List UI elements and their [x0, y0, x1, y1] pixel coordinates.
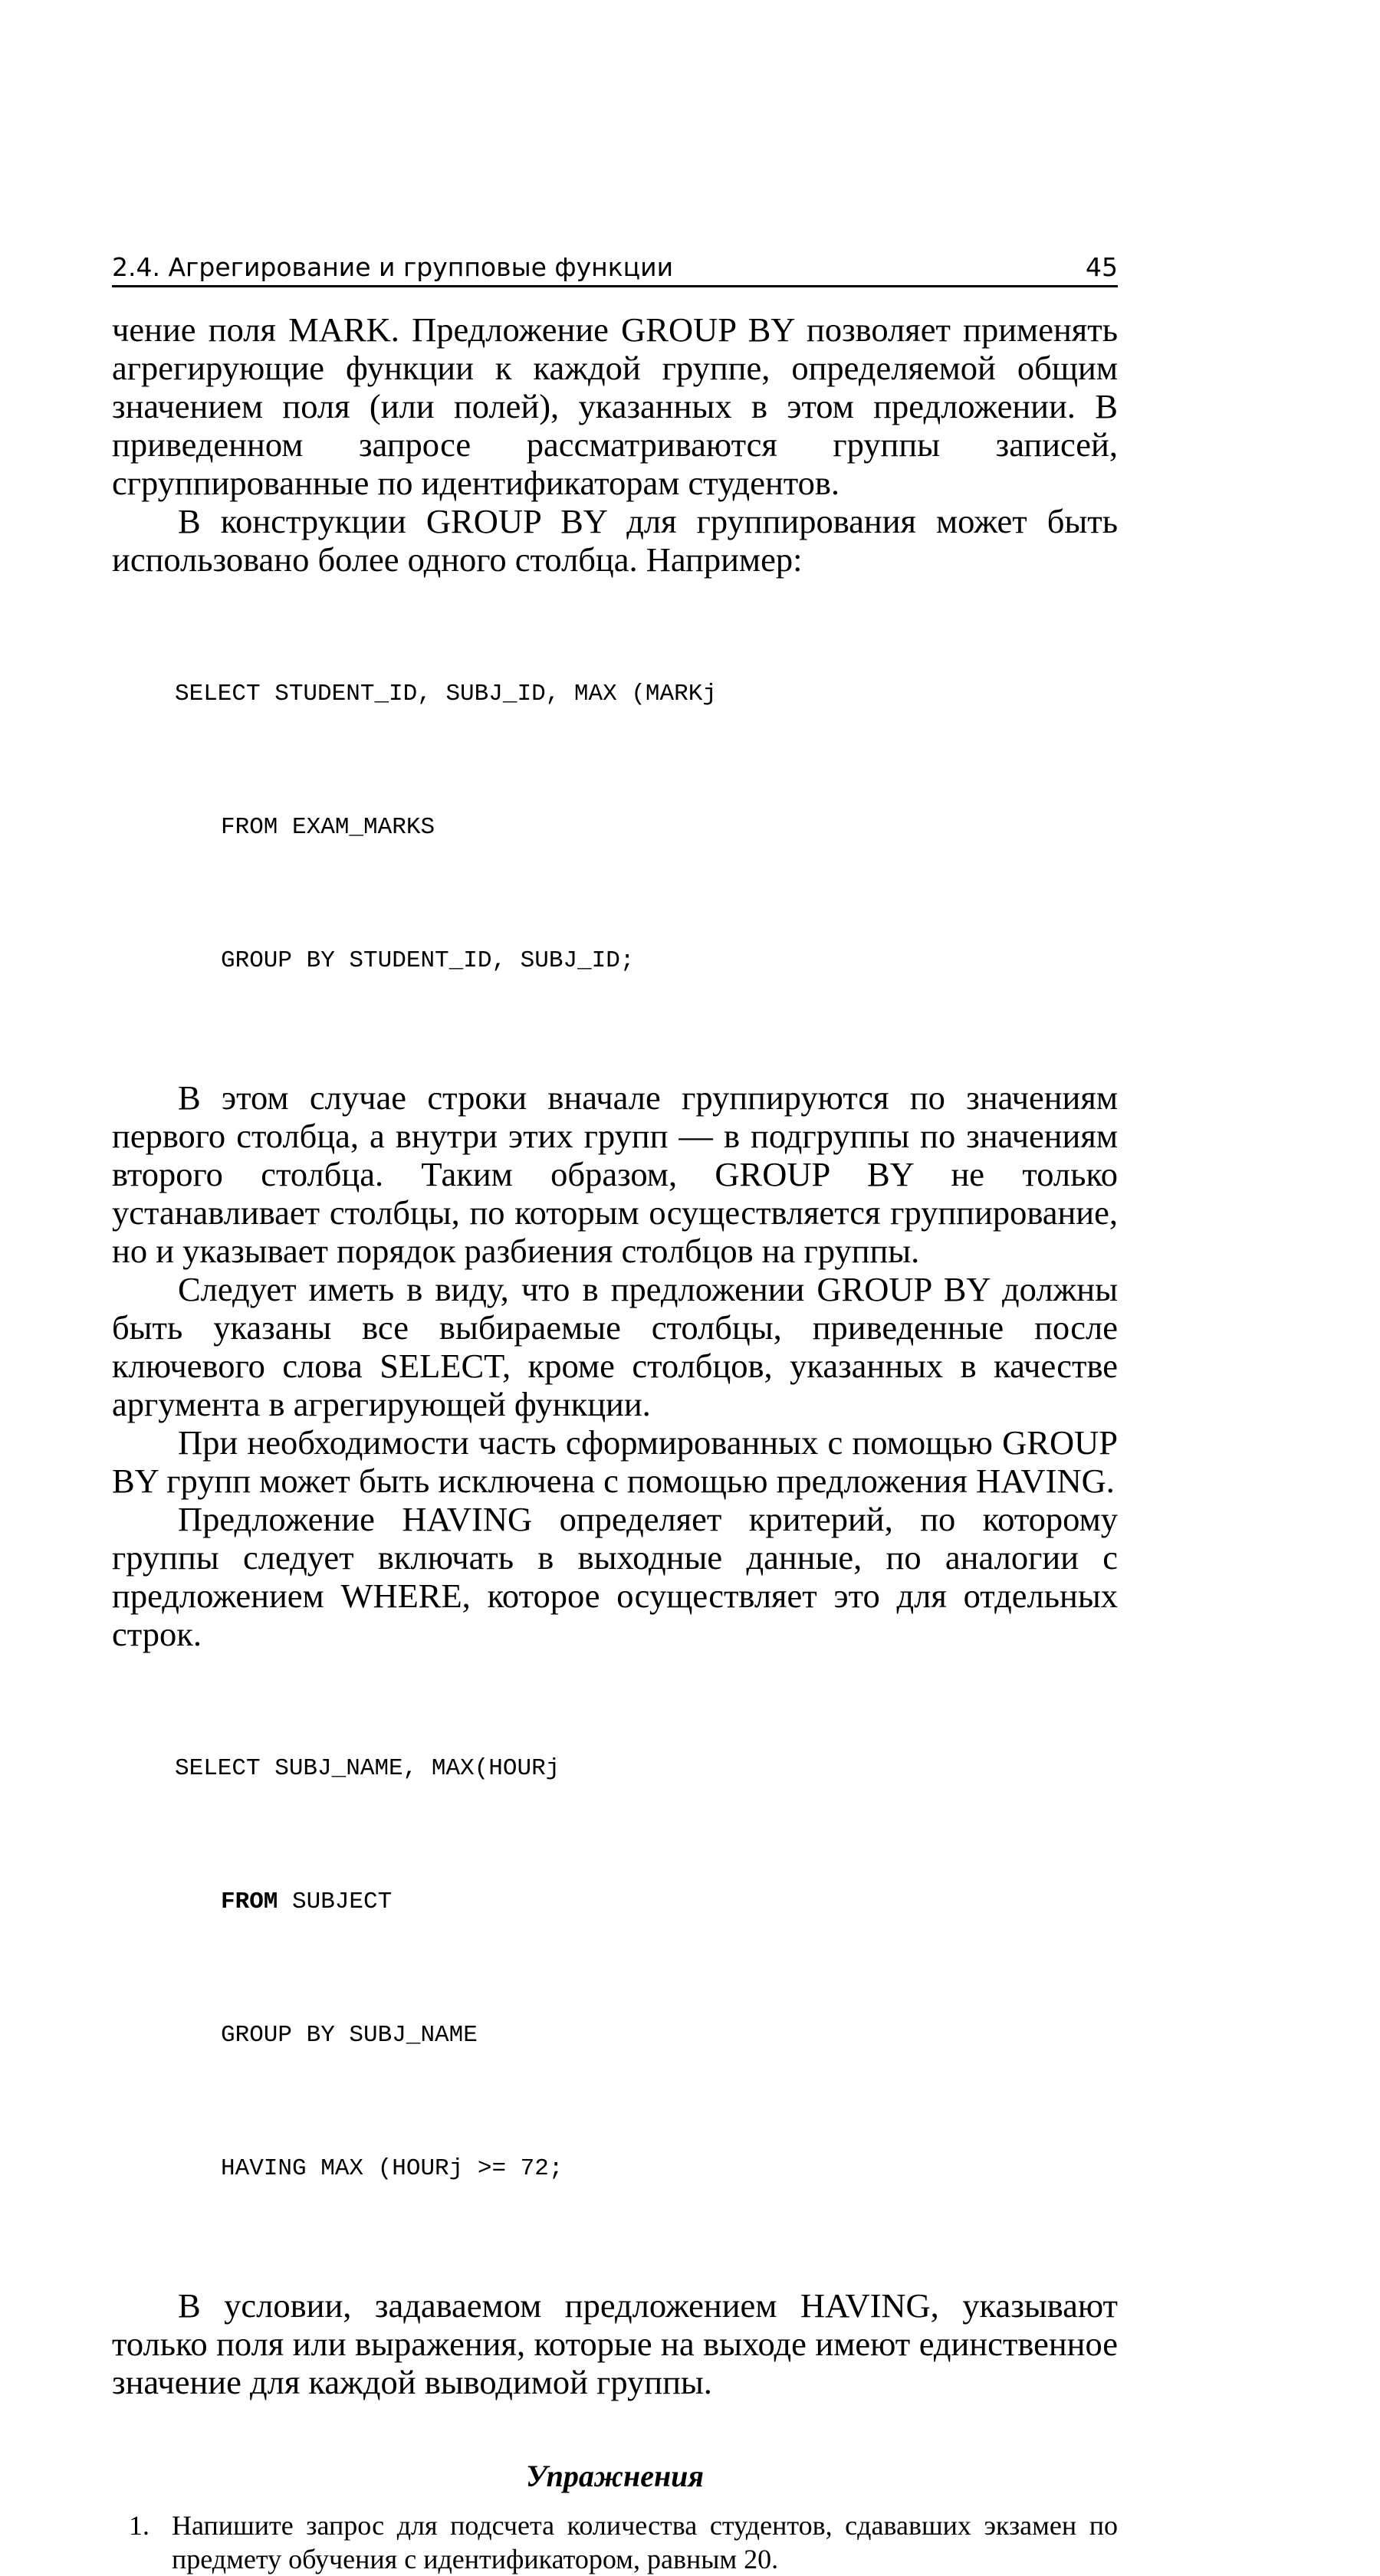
code-keyword: FROM: [221, 1889, 278, 1915]
code-line: HAVING MAX (HOURj >= 72;: [221, 2155, 564, 2182]
sql-code-block: [112, 583, 1118, 1072]
section-title: 2.4. Агрегирование и групповые функции: [112, 252, 674, 282]
page-number: 45: [1086, 252, 1118, 282]
code-line: FROM EXAM_MARKS: [221, 814, 435, 841]
paragraph: В условии, задаваемом предложением HAVING, указывают только поля или выражения, которые на выходе имеют единственное значение для каждой выводимой группы.: [112, 2286, 1118, 2401]
running-header: [112, 247, 1118, 287]
exercise-text: Напишите запрос для подсчета количества студентов, сдававших экзамен по предмету обучения с идентификатором, равным 20.: [172, 2510, 1118, 2574]
exercise-number: 1.: [129, 2510, 150, 2541]
code-line: GROUP BY STUDENT_ID, SUBJ_ID;: [221, 947, 635, 974]
exercises-heading: Упражнения: [525, 2459, 705, 2493]
paragraph: Следует иметь в виду, что в предложении GROUP BY должны быть указаны все выбираемые столбцы, приведенные после ключевого слова SELECT, кроме столбцов, указанных в качестве аргумента в агрегирующей функции.: [112, 1270, 1118, 1423]
code-line: GROUP BY SUBJ_NAME: [221, 2022, 478, 2049]
sql-code-block: [112, 1658, 1118, 2280]
paragraph: В этом случае строки вначале группируются по значениям первого столбца, а внутри этих групп — в подгруппы по значениям второго столбца. Таким образом, GROUP BY не только устанавливает столбцы, по которым осуществляется группирование, но и указывает порядок разбиения столбцов на группы.: [112, 1078, 1118, 1270]
paragraph: чение поля MARK. Предложение GROUP BY позволяет применять агрегирующие функции к каждой группе, определяемой общим значением поля (или полей), указанных в этом предложении. В приведенном запросе рассматриваются группы записей, сгруппированные по идентификаторам студентов.: [112, 310, 1118, 502]
paragraph: В конструкции GROUP BY для группирования может быть использовано более одного столбца. Например:: [112, 502, 1118, 579]
exercise-item: [112, 2509, 1118, 2576]
code-line: SELECT STUDENT_ID, SUBJ_ID, MAX (MARKj: [175, 681, 717, 707]
code-line: SELECT SUBJ_NAME, MAX(HOURj: [175, 1755, 560, 1782]
main-text: [112, 310, 1118, 2576]
paragraph: Предложение HAVING определяет критерий, по которому группы следует включать в выходные данные, по аналогии с предложением WHERE, которое осуществляет это для отдельных строк.: [112, 1500, 1118, 1653]
paragraph: При необходимости часть сформированных с помощью GROUP BY групп может быть исключена с помощью предложения HAVING.: [112, 1423, 1118, 1500]
code-text: SUBJECT: [278, 1889, 393, 1915]
code-line: [112, 1880, 1118, 1925]
